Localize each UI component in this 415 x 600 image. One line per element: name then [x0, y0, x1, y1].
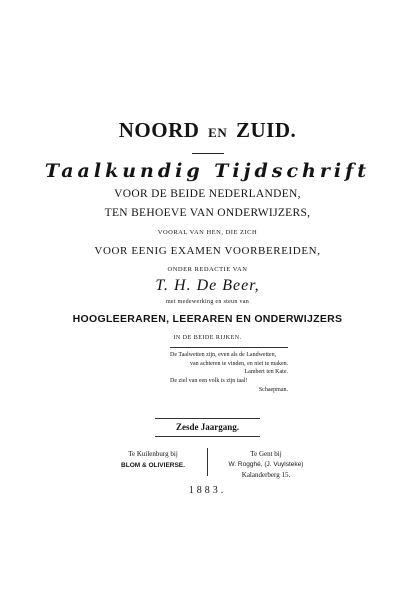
cooperation-label: met medewerking en steun van: [165, 299, 250, 305]
epigraph-line-2: van achteren te vinden, en niet te maken.: [190, 360, 289, 367]
editor-name: T. H. De Beer,: [155, 277, 260, 294]
journal-title: [0, 118, 415, 143]
epigraph-line-1: De Taalwetten zijn, even als de Landwetten,: [170, 352, 277, 358]
edition-rule-bottom: [155, 436, 260, 437]
epigraph-line-3: De ziel van een volk is zijn taal!: [170, 378, 248, 385]
publication-year: 1883.: [188, 485, 227, 496]
edition-label: Zesde Jaargang.: [176, 422, 239, 432]
editorship-label: ONDER REDACTIE VAN: [167, 266, 248, 273]
title-word-noord: NOORD: [118, 118, 200, 142]
audience-line-3: VOORAL VAN HEN, DIE ZICH: [157, 229, 258, 236]
publisher-left: [108, 449, 198, 471]
epigraph-attribution-1: Lambert ten Kate.: [244, 369, 288, 376]
publisher-right-address: Kalanderberg 15.: [241, 471, 291, 479]
publisher-divider: [207, 448, 208, 476]
audience-line-2: TEN BEHOEVE VAN ONDERWIJZERS,: [104, 207, 311, 219]
publisher-right-name: W. Rogghé, (J. Vuylsteke): [228, 460, 304, 468]
contributors-line: HOOGLEERAREN, LEERAREN EN ONDERWIJZERS: [72, 313, 343, 325]
title-word-en: EN: [208, 125, 228, 140]
realms-line: IN DE BEIDE RIJKEN.: [173, 335, 242, 341]
edition-rule-top: [155, 418, 260, 419]
publisher-right: [215, 449, 317, 481]
journal-subtitle: Taalkundig Tijdschrift: [44, 160, 371, 182]
audience-line-4: VOOR EENIG EXAMEN VOORBEREIDEN,: [94, 245, 321, 257]
title-rule: [192, 153, 224, 154]
audience-line-1: VOOR DE BEIDE NEDERLANDEN,: [114, 188, 301, 200]
publisher-left-place: Te Kuilenburg bij: [128, 450, 178, 458]
title-word-zuid: ZUID.: [235, 118, 297, 142]
publisher-left-name: BLOM & OLIVIERSE.: [121, 462, 185, 469]
publisher-right-place: Te Gent bij: [250, 450, 282, 458]
epigraph-attribution-2: Schaepman.: [258, 386, 288, 393]
epigraph: [170, 347, 288, 395]
